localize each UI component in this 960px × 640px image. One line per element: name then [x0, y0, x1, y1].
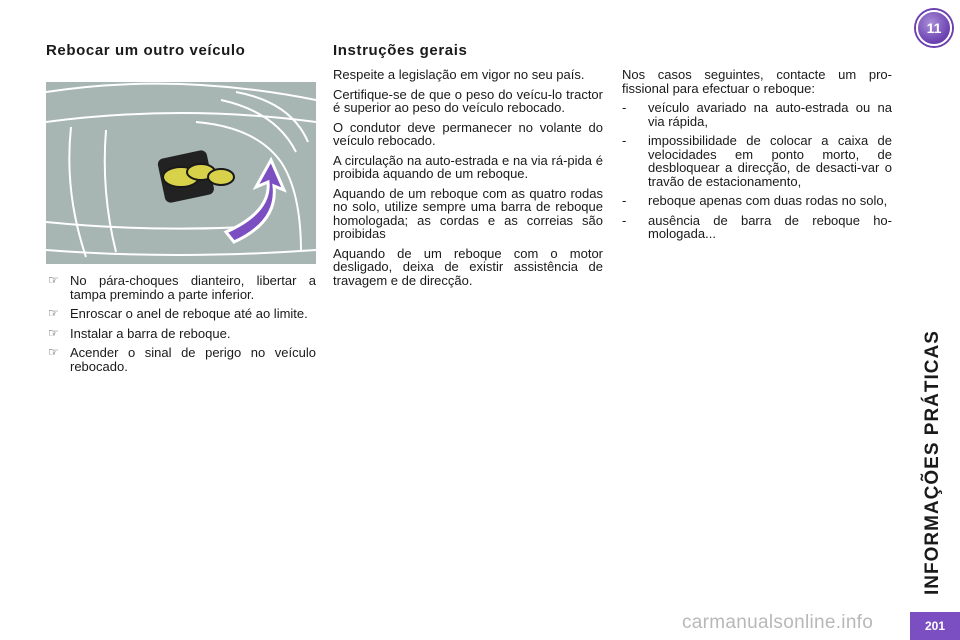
dash-marker: - — [622, 212, 627, 228]
watermark: carmanualsonline.info — [682, 612, 874, 633]
section-title: INFORMAÇÕES PRÁTICAS — [922, 330, 943, 595]
list-item — [46, 307, 316, 321]
list-item-text: Acender o sinal de perigo no veículo rebocado. — [70, 345, 316, 374]
list-item-text: Instalar a barra de reboque. — [70, 325, 231, 341]
towing-eye-illustration — [46, 82, 316, 264]
page-number: 201 — [910, 612, 960, 640]
cases-list — [622, 101, 892, 241]
paragraph: Aquando de um reboque com o motor desligado, deixa de existir assistência de travagem e de direcção. — [333, 245, 603, 288]
general-instructions — [333, 68, 603, 293]
chapter-badge: 11 — [916, 10, 952, 46]
dash-marker: - — [622, 133, 627, 148]
list-item — [622, 134, 892, 188]
list-item-text: Enroscar o anel de reboque até ao limite. — [70, 306, 308, 321]
pointing-hand-icon: ☞ — [48, 273, 59, 287]
list-item-text: No pára-choques dianteiro, libertar a tampa premindo a parte inferior. — [70, 273, 316, 302]
list-item-text: veículo avariado na auto-estrada ou na via rápida, — [648, 100, 892, 129]
intro-text: Nos casos seguintes, contacte um pro-fissional para efectuar o reboque: — [622, 67, 892, 96]
list-item-text: reboque apenas com duas rodas no solo, — [648, 193, 888, 208]
professional-cases — [622, 68, 892, 247]
list-item — [622, 194, 892, 208]
left-heading: Rebocar um outro veículo — [46, 42, 246, 59]
list-item — [46, 346, 316, 373]
left-steps-list — [46, 274, 316, 379]
dash-marker: - — [622, 100, 627, 115]
list-item — [622, 101, 892, 128]
paragraph: Aquando de um reboque com as quatro rodas no solo, utilize sempre uma barra de reboque homologada; as cordas e as correias são proibidas — [333, 185, 603, 241]
list-item — [46, 327, 316, 341]
list-item — [46, 274, 316, 301]
paragraph: O condutor deve permanecer no volante do veículo rebocado. — [333, 119, 603, 148]
bumper-drawing — [46, 82, 316, 264]
pointing-hand-icon: ☞ — [48, 345, 59, 359]
pointing-hand-icon: ☞ — [48, 325, 59, 340]
paragraph: A circulação na auto-estrada e na via rá-pida é proibida aquando de um reboque. — [333, 152, 603, 181]
list-item-text: ausência de barra de reboque ho-mologada... — [648, 212, 892, 241]
paragraph: Respeite a legislação em vigor no seu país. — [333, 67, 585, 82]
dash-marker: - — [622, 193, 627, 208]
pointing-hand-icon: ☞ — [48, 306, 59, 320]
list-item — [622, 214, 892, 241]
middle-heading: Instruções gerais — [333, 42, 468, 59]
list-item-text: impossibilidade de colocar a caixa de velocidades em ponto morto, de desbloquear a direcção, de desacti-var o travão de estacionamento, — [648, 133, 892, 189]
paragraph: Certifique-se de que o peso do veícu-lo tractor é superior ao peso do veículo rebocado. — [333, 86, 603, 115]
